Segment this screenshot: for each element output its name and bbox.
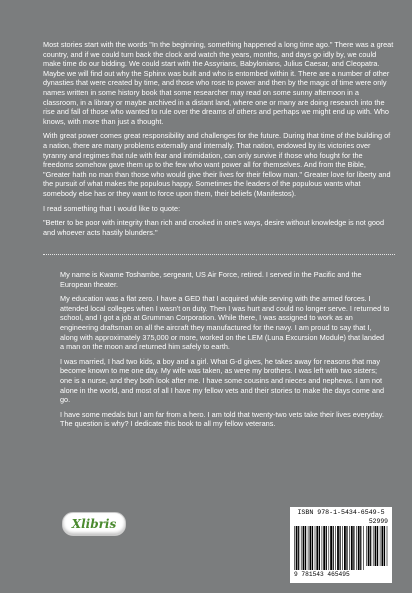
- ean-barcode-icon: [294, 526, 364, 570]
- barcode-bar: [353, 526, 354, 570]
- barcode-bar: [366, 526, 367, 566]
- barcode-bar: [330, 526, 332, 570]
- barcode-bar: [360, 526, 361, 570]
- barcode-bar: [373, 526, 374, 566]
- barcode-bar: [387, 526, 388, 566]
- barcode-bar: [340, 526, 341, 570]
- price-barcode-icon: [366, 526, 388, 566]
- barcode-bar: [377, 526, 378, 566]
- barcode-bar: [370, 526, 371, 566]
- barcode-bar: [308, 526, 309, 570]
- barcode-bar: [382, 526, 384, 566]
- barcode: [290, 507, 392, 583]
- barcode-bar: [346, 526, 347, 570]
- barcode-bar: [322, 526, 323, 570]
- barcode-bar: [298, 526, 299, 570]
- synopsis-paragraph: Most stories start with the words "In the beginning, something happened a long time ago." There was a great country, and if we could turn back the clock and watch the years, months, and days go idly by, we could make time do our bidding. We could start with the Assyrians, Babylonians, Julius Caesar, and Cleopatra. Maybe we will find out why the Sphinx was built and who is entombed within it. There are a number of other dynasties that were created by time, and those who rose to power and then by the magic of time were only names written in some history book that some researcher may read on some sunny afternoon in a classroom, in a library or maybe archived in a distant land, where one or many are doing research into the rise and fall of those who wanted to rule over the dreams of others and perhaps we might end up with. Who knows, with more than just a thought.: [43, 40, 394, 126]
- barcode-bar: [294, 526, 295, 570]
- synopsis-paragraph: I read something that I would like to quote:: [43, 203, 181, 213]
- barcode-bar: [356, 526, 357, 570]
- barcode-bar: [380, 526, 381, 566]
- quote-paragraph: "Better to be poor with integrity than rich and crooked in one's ways, desire without knowledge is not good and whoever acts hastily blunders.": [43, 218, 385, 237]
- barcode-bar: [310, 526, 312, 570]
- price-code: 52999: [368, 518, 388, 525]
- barcode-bar: [344, 526, 346, 570]
- synopsis-paragraph: With great power comes great responsibility and challenges for the future. During that time of the building of a nation, there are many problems externally and internally. That nation, endowed by its victories over tyranny and regimes that rule with fear and intimidation, can only survive if those who fought for the freedoms somehow gave them up to the few who want power all for themselves. And from the Bible, "Greater hath no man than those who would give their lives for their fellow man." Greater love for liberty and the pursuit of what makes the populous happy. Sometimes the leaders of the populous wants what somebody else has or they want to force upon them, their beliefs (Manifestos).: [43, 131, 391, 198]
- barcode-bar: [303, 526, 305, 570]
- barcode-bar: [335, 526, 336, 570]
- barcode-bar: [342, 526, 343, 570]
- barcode-bar: [337, 526, 339, 570]
- barcode-bar: [315, 526, 316, 570]
- isbn-label: ISBN 978-1-5434-6549-5: [297, 509, 385, 516]
- barcode-bar: [384, 526, 385, 566]
- barcode-bar: [349, 526, 350, 570]
- barcode-bar: [363, 526, 364, 570]
- barcode-bar: [305, 526, 306, 570]
- logo-text: Xlibris: [71, 517, 117, 531]
- barcode-bar: [326, 526, 327, 570]
- bio-paragraph: I have some medals but I am far from a hero. I am told that twenty-two vets take their lives everyday. The question is why? I dedicate this book to all my fellow veterans.: [60, 409, 384, 429]
- barcode-bar: [296, 526, 298, 570]
- dotted-divider: [43, 254, 395, 255]
- barcode-bar: [316, 526, 318, 570]
- barcode-bar: [375, 526, 377, 566]
- barcode-bar: [312, 526, 313, 570]
- barcode-bar: [358, 526, 360, 570]
- xlibris-logo: [62, 512, 126, 536]
- barcode-bar: [333, 526, 334, 570]
- barcode-bar: [368, 526, 370, 566]
- barcode-bar: [301, 526, 302, 570]
- barcode-bar: [329, 526, 330, 570]
- ean-number: 9 781543 465495: [294, 571, 350, 578]
- synopsis-text: [43, 40, 395, 242]
- barcode-bar: [351, 526, 353, 570]
- bio-paragraph: I was married, I had two kids, a boy and a girl. What G-d gives, he takes away for reasons that may become known to me one day. My wife was taken, as were my brothers. I was left with two sisters; one is a nurse, and they both look after me. I have some cousins and nieces and nephews. I am not alone in the world, and most of all I have my fellow vets and their stories to make the days come and go.: [60, 356, 385, 405]
- bio-paragraph: My name is Kwame Toshambe, sergeant, US Air Force, retired. I served in the Pacific and the European theater.: [60, 270, 362, 289]
- barcode-bar: [319, 526, 320, 570]
- author-bio-text: [60, 270, 390, 434]
- barcode-bar: [323, 526, 325, 570]
- bio-paragraph: My education was a flat zero. I have a GED that I acquired while serving with the armed forces. I attended local colleges when I wasn't on duty. Then I was hurt and could no longer serve. I returned to school, and I got a job at Grumman Corporation. While there, I was assigned to work as an engineering draftsman on all the aircraft they manufactured for the navy. I am proud to say that I, along with approximately 375,000 or more, worked on the LEM (Luna Excursion Module) that landed a man on the moon and returned him safely to earth.: [60, 294, 390, 352]
